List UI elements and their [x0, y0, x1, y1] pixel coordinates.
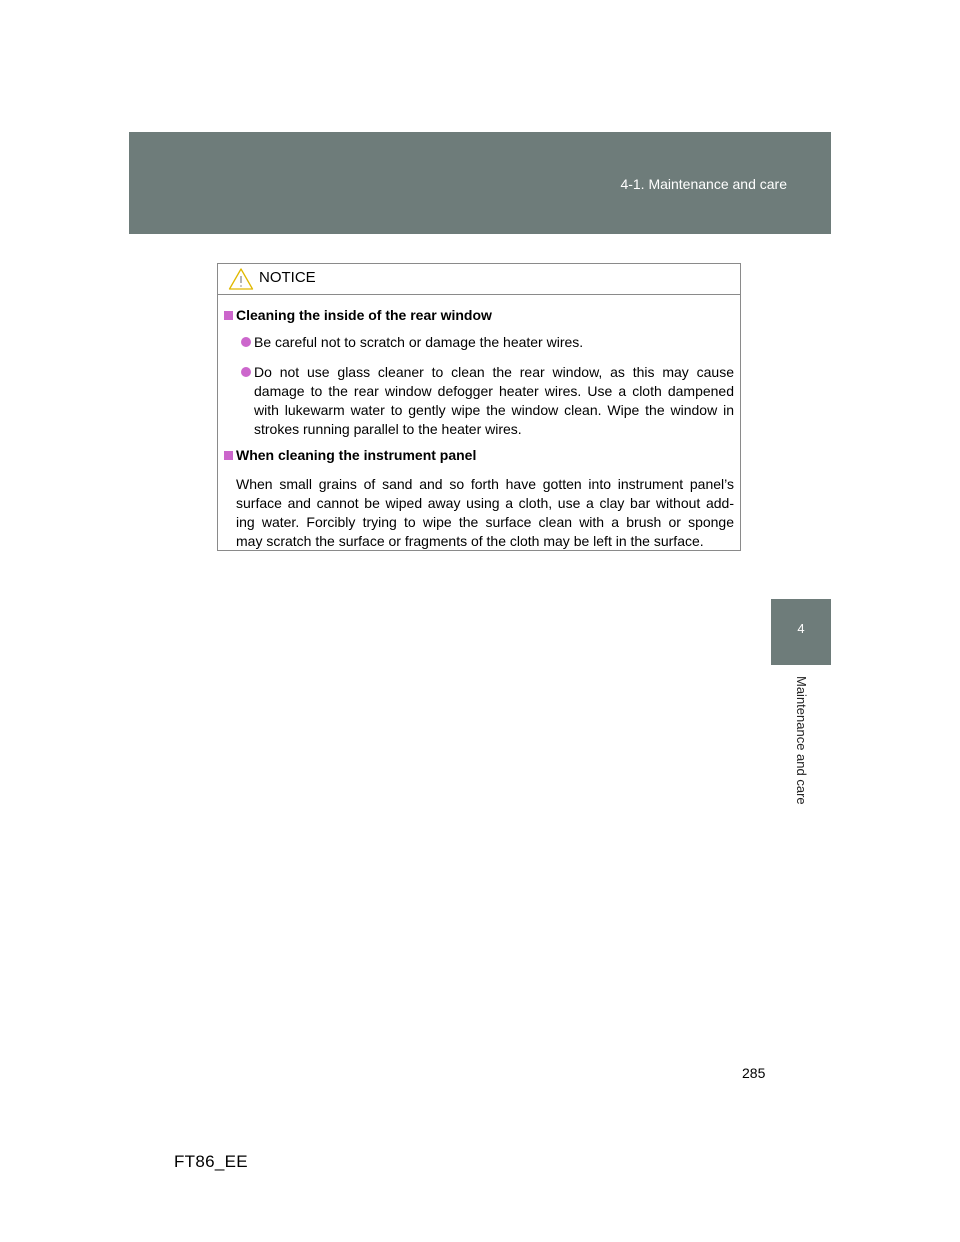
dot-bullet-icon	[241, 367, 251, 377]
list-item-line: Do not use glass cleaner to clean the rear window, as this may cause	[254, 364, 734, 380]
paragraph-line: surface and cannot be wiped away using a cloth, use a clay bar without add-	[236, 495, 734, 511]
dot-bullet-icon	[241, 337, 251, 347]
list-item-line: with lukewarm water to gently wipe the window clean. Wipe the window in	[254, 402, 734, 418]
paragraph-line: may scratch the surface or fragments of the cloth may be left in the surface.	[236, 533, 704, 549]
chapter-number: 4	[797, 621, 805, 636]
paragraph-line: ing water. Forcibly trying to wipe the surface clean with a brush or sponge	[236, 514, 734, 530]
list-item-line: strokes running parallel to the heater wires.	[254, 421, 522, 437]
section-heading-text: When cleaning the instrument panel	[236, 447, 477, 463]
paragraph	[236, 475, 734, 551]
list-item-line: Be careful not to scratch or damage the heater wires.	[254, 334, 584, 350]
section-heading-text: Cleaning the inside of the rear window	[236, 307, 492, 323]
section-title: 4-1. Maintenance and care	[620, 176, 787, 192]
notice-title: NOTICE	[259, 269, 316, 286]
list-item	[236, 333, 734, 352]
page-number: 285	[742, 1065, 766, 1081]
header-band	[129, 132, 831, 234]
square-bullet-icon	[224, 451, 233, 460]
chapter-tab	[771, 599, 831, 665]
notice-header	[218, 264, 740, 295]
model-code: FT86_EE	[174, 1152, 248, 1171]
list-item	[236, 363, 734, 439]
paragraph-line: When small grains of sand and so forth have gotten into instrument panel’s	[236, 476, 734, 492]
warning-triangle-icon	[228, 267, 254, 291]
square-bullet-icon	[224, 311, 233, 320]
list-item-line: damage to the rear window defogger heater wires. Use a cloth dampened	[254, 383, 734, 399]
chapter-label: Maintenance and care	[794, 676, 809, 805]
notice-box	[217, 263, 741, 551]
section-heading	[218, 306, 740, 325]
section-heading	[218, 446, 740, 465]
